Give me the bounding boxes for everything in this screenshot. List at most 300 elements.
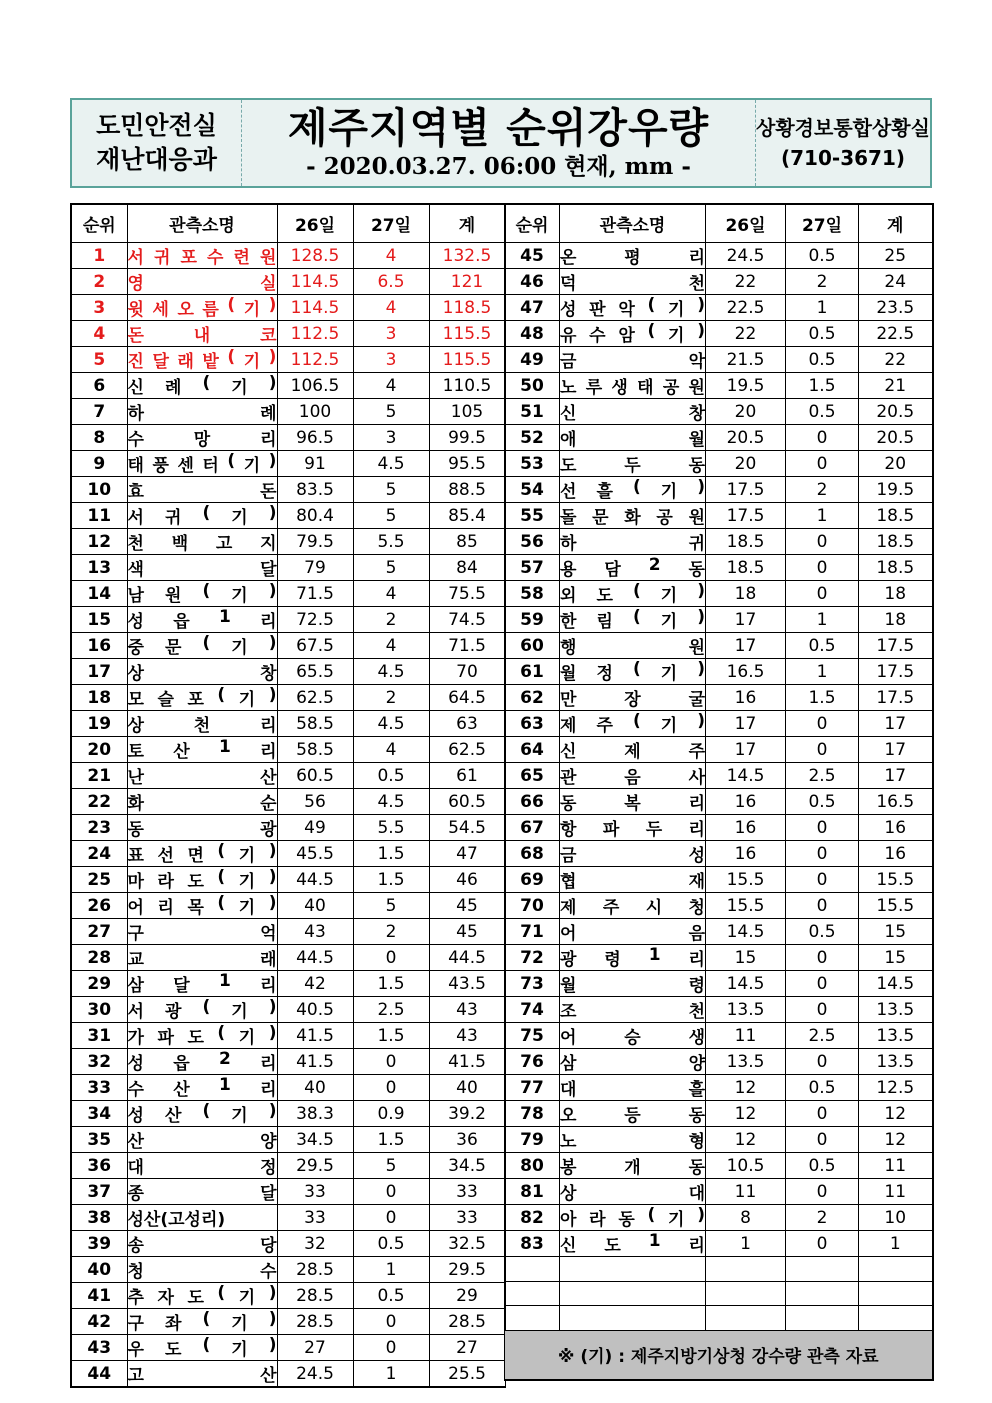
total-cell: 40 xyxy=(429,1075,505,1101)
total-cell: 15.5 xyxy=(859,893,933,919)
station-cell xyxy=(127,347,277,373)
table-row xyxy=(71,1023,505,1049)
rank-cell: 77 xyxy=(505,1075,560,1101)
table-row xyxy=(71,321,505,347)
total-cell: 43.5 xyxy=(429,971,505,997)
day27-cell: 1 xyxy=(353,1361,429,1388)
col-day26: 26일 xyxy=(706,204,786,243)
station-name: 노 루 생 태 공 원 xyxy=(560,378,705,398)
day27-cell: 1.5 xyxy=(353,971,429,997)
station-name: 성 읍 2 리 xyxy=(127,1049,277,1074)
rank-cell: 54 xyxy=(505,477,560,503)
station-cell xyxy=(560,269,706,295)
day27-cell: 0 xyxy=(786,581,859,607)
day27-cell: 0 xyxy=(786,529,859,555)
day26-cell: 40 xyxy=(277,893,353,919)
day26-cell: 27 xyxy=(277,1335,353,1361)
table-row xyxy=(505,373,933,399)
station-cell xyxy=(560,295,706,321)
table-row xyxy=(505,893,933,919)
col-total: 계 xyxy=(859,204,933,243)
station-cell xyxy=(127,1361,277,1388)
table-row xyxy=(71,1361,505,1388)
day27-cell: 0 xyxy=(786,555,859,581)
station-cell xyxy=(127,789,277,815)
table-row xyxy=(71,1179,505,1205)
rank-cell: 62 xyxy=(505,685,560,711)
total-cell: 85 xyxy=(429,529,505,555)
total-cell: 11 xyxy=(859,1153,933,1179)
table-row xyxy=(71,685,505,711)
total-cell: 36 xyxy=(429,1127,505,1153)
station-cell xyxy=(127,1205,277,1231)
day26-cell: 12 xyxy=(706,1127,786,1153)
table-row xyxy=(71,893,505,919)
total-cell: 17 xyxy=(859,737,933,763)
table-row xyxy=(505,1075,933,1101)
rank-cell: 57 xyxy=(505,555,560,581)
rank-cell: 26 xyxy=(71,893,127,919)
col-rank: 순위 xyxy=(505,204,560,243)
table-row xyxy=(71,243,505,269)
table-row xyxy=(71,581,505,607)
rank-cell: 70 xyxy=(505,893,560,919)
rank-cell: 49 xyxy=(505,347,560,373)
rank-cell: 10 xyxy=(71,477,127,503)
station-cell xyxy=(560,1179,706,1205)
station-name: 청 수 xyxy=(127,1262,277,1282)
col-day27: 27일 xyxy=(353,204,429,243)
table-row xyxy=(71,1049,505,1075)
day26-cell: 114.5 xyxy=(277,295,353,321)
rank-cell: 65 xyxy=(505,763,560,789)
day27-cell: 0 xyxy=(786,1101,859,1127)
station-name: 영 실 xyxy=(127,274,277,294)
day27-cell: 1.5 xyxy=(353,867,429,893)
station-cell xyxy=(127,1231,277,1257)
empty-row xyxy=(505,1306,933,1331)
station-name: 신 례 ( 기 ) xyxy=(127,373,277,398)
total-cell: 12 xyxy=(859,1127,933,1153)
day27-cell: 4 xyxy=(353,373,429,399)
station-name: 구 억 xyxy=(127,924,277,944)
rank-cell: 43 xyxy=(71,1335,127,1361)
rank-cell: 51 xyxy=(505,399,560,425)
table-row xyxy=(505,477,933,503)
station-cell xyxy=(560,529,706,555)
empty-row xyxy=(505,1281,933,1306)
station-name: 한 림 ( 기 ) xyxy=(560,607,705,632)
day27-cell: 4 xyxy=(353,243,429,269)
station-name: 태 풍 센 터 ( 기 ) xyxy=(127,451,277,476)
table-row xyxy=(71,711,505,737)
station-cell xyxy=(560,711,706,737)
department-line-1: 도민안전실 xyxy=(96,111,217,140)
station-cell xyxy=(127,737,277,763)
rank-cell: 20 xyxy=(71,737,127,763)
station-cell xyxy=(560,321,706,347)
day26-cell: 83.5 xyxy=(277,477,353,503)
station-cell xyxy=(560,867,706,893)
station-cell xyxy=(127,1283,277,1309)
station-cell xyxy=(127,321,277,347)
day27-cell: 0 xyxy=(786,893,859,919)
office-name: 상황경보통합상황실 xyxy=(756,116,930,140)
table-row xyxy=(71,633,505,659)
table-row xyxy=(505,971,933,997)
rainfall-table-left xyxy=(70,203,506,1388)
rank-cell: 12 xyxy=(71,529,127,555)
total-cell: 22.5 xyxy=(859,321,933,347)
day27-cell: 5 xyxy=(353,1153,429,1179)
station-name: 금 성 xyxy=(560,846,705,866)
day26-cell: 56 xyxy=(277,789,353,815)
day27-cell: 2 xyxy=(353,919,429,945)
day26-cell: 28.5 xyxy=(277,1283,353,1309)
station-name: 교 래 xyxy=(127,950,277,970)
station-cell xyxy=(560,1075,706,1101)
day27-cell: 0 xyxy=(786,1231,859,1257)
day27-cell: 3 xyxy=(353,425,429,451)
day27-cell: 3 xyxy=(353,347,429,373)
station-name: 서 귀 ( 기 ) xyxy=(127,503,277,528)
rank-cell: 7 xyxy=(71,399,127,425)
total-cell: 95.5 xyxy=(429,451,505,477)
day27-cell: 0.5 xyxy=(786,243,859,269)
day27-cell: 0 xyxy=(353,1335,429,1361)
table-row xyxy=(71,477,505,503)
table-row xyxy=(71,1205,505,1231)
table-row xyxy=(71,373,505,399)
day26-cell: 42 xyxy=(277,971,353,997)
day27-cell: 0 xyxy=(353,1309,429,1335)
rank-cell: 64 xyxy=(505,737,560,763)
station-cell xyxy=(560,503,706,529)
total-cell: 24 xyxy=(859,269,933,295)
day27-cell: 0 xyxy=(786,971,859,997)
day27-cell: 0 xyxy=(786,945,859,971)
station-cell xyxy=(127,399,277,425)
station-cell xyxy=(127,971,277,997)
day27-cell: 1.5 xyxy=(353,1127,429,1153)
rank-cell: 42 xyxy=(71,1309,127,1335)
total-cell: 20.5 xyxy=(859,399,933,425)
rank-cell: 67 xyxy=(505,815,560,841)
station-cell xyxy=(560,945,706,971)
office-phone: (710-3671) xyxy=(781,146,905,170)
station-name: 대 정 xyxy=(127,1158,277,1178)
station-cell xyxy=(127,1127,277,1153)
station-name: 어 승 생 xyxy=(560,1028,705,1048)
col-day27: 27일 xyxy=(786,204,859,243)
station-name: 표 선 면 ( 기 ) xyxy=(127,841,277,866)
station-cell xyxy=(127,1049,277,1075)
day26-cell: 44.5 xyxy=(277,945,353,971)
empty-cell xyxy=(505,1281,560,1306)
empty-cell xyxy=(859,1306,933,1331)
day27-cell: 0 xyxy=(353,1179,429,1205)
station-name: 송 당 xyxy=(127,1236,277,1256)
rank-cell: 38 xyxy=(71,1205,127,1231)
station-name: 동 복 리 xyxy=(560,794,705,814)
report-subtitle: - 2020.03.27. 06:00 현재, mm - xyxy=(306,153,691,180)
day26-cell: 12 xyxy=(706,1101,786,1127)
station-cell xyxy=(560,1101,706,1127)
station-name: 윗 세 오 름 ( 기 ) xyxy=(127,295,277,320)
station-name: 수 산 1 리 xyxy=(127,1075,277,1100)
rank-cell: 72 xyxy=(505,945,560,971)
table-row xyxy=(505,815,933,841)
day27-cell: 0 xyxy=(786,425,859,451)
total-cell: 13.5 xyxy=(859,1049,933,1075)
total-cell: 85.4 xyxy=(429,503,505,529)
rank-cell: 6 xyxy=(71,373,127,399)
total-cell: 62.5 xyxy=(429,737,505,763)
day26-cell: 16 xyxy=(706,685,786,711)
table-row xyxy=(505,1049,933,1075)
rank-cell: 34 xyxy=(71,1101,127,1127)
rank-cell: 37 xyxy=(71,1179,127,1205)
station-name: 돈 내 코 xyxy=(127,326,277,346)
total-cell: 28.5 xyxy=(429,1309,505,1335)
day26-cell: 14.5 xyxy=(706,763,786,789)
station-cell xyxy=(127,529,277,555)
empty-cell xyxy=(859,1257,933,1282)
table-row xyxy=(505,347,933,373)
empty-cell xyxy=(505,1306,560,1331)
day27-cell: 0.5 xyxy=(786,347,859,373)
station-name: 모 슬 포 ( 기 ) xyxy=(127,685,277,710)
station-name: 고 산 xyxy=(127,1366,277,1386)
station-name: 성 판 악 ( 기 ) xyxy=(560,295,705,320)
station-cell xyxy=(127,269,277,295)
table-row xyxy=(71,789,505,815)
rank-cell: 76 xyxy=(505,1049,560,1075)
day27-cell: 0 xyxy=(786,1049,859,1075)
total-cell: 71.5 xyxy=(429,633,505,659)
station-name: 상 창 xyxy=(127,664,277,684)
total-cell: 23.5 xyxy=(859,295,933,321)
station-name: 성산(고성리) xyxy=(127,1210,226,1230)
empty-cell xyxy=(786,1257,859,1282)
rank-cell: 55 xyxy=(505,503,560,529)
day26-cell: 14.5 xyxy=(706,919,786,945)
station-cell xyxy=(127,1153,277,1179)
day26-cell: 34.5 xyxy=(277,1127,353,1153)
total-cell: 41.5 xyxy=(429,1049,505,1075)
station-cell xyxy=(127,997,277,1023)
rank-cell: 4 xyxy=(71,321,127,347)
day27-cell: 0.9 xyxy=(353,1101,429,1127)
table-row xyxy=(71,1283,505,1309)
day27-cell: 1 xyxy=(786,607,859,633)
table-row xyxy=(71,1101,505,1127)
day26-cell: 33 xyxy=(277,1179,353,1205)
day26-cell: 20 xyxy=(706,399,786,425)
rank-cell: 1 xyxy=(71,243,127,269)
table-row xyxy=(71,295,505,321)
rank-cell: 13 xyxy=(71,555,127,581)
total-cell: 61 xyxy=(429,763,505,789)
table-row xyxy=(505,919,933,945)
total-cell: 27 xyxy=(429,1335,505,1361)
station-name: 삼 달 1 리 xyxy=(127,971,277,996)
day26-cell: 17 xyxy=(706,607,786,633)
station-cell xyxy=(127,451,277,477)
day27-cell: 0.5 xyxy=(786,399,859,425)
rank-cell: 46 xyxy=(505,269,560,295)
table-row xyxy=(505,269,933,295)
total-cell: 33 xyxy=(429,1205,505,1231)
total-cell: 29.5 xyxy=(429,1257,505,1283)
table-row xyxy=(505,581,933,607)
day27-cell: 4.5 xyxy=(353,789,429,815)
total-cell: 121 xyxy=(429,269,505,295)
report-header xyxy=(70,98,932,188)
day26-cell: 19.5 xyxy=(706,373,786,399)
day26-cell: 100 xyxy=(277,399,353,425)
total-cell: 15.5 xyxy=(859,867,933,893)
rank-cell: 3 xyxy=(71,295,127,321)
day27-cell: 0.5 xyxy=(353,763,429,789)
station-cell xyxy=(127,1101,277,1127)
station-name: 봉 개 동 xyxy=(560,1158,705,1178)
station-cell xyxy=(560,633,706,659)
table-row xyxy=(71,1075,505,1101)
rank-cell: 50 xyxy=(505,373,560,399)
day26-cell: 18 xyxy=(706,581,786,607)
rank-cell: 41 xyxy=(71,1283,127,1309)
table-row xyxy=(71,529,505,555)
day26-cell: 28.5 xyxy=(277,1257,353,1283)
day27-cell: 2.5 xyxy=(786,763,859,789)
department-line-2: 재난대응과 xyxy=(96,145,217,174)
day26-cell: 15.5 xyxy=(706,893,786,919)
table-row xyxy=(505,1153,933,1179)
rank-cell: 28 xyxy=(71,945,127,971)
table-row xyxy=(505,685,933,711)
day27-cell: 1.5 xyxy=(353,841,429,867)
station-cell xyxy=(127,555,277,581)
day26-cell: 112.5 xyxy=(277,347,353,373)
rank-cell: 8 xyxy=(71,425,127,451)
table-row xyxy=(505,945,933,971)
station-cell xyxy=(560,997,706,1023)
rainfall-table-right xyxy=(504,203,934,1381)
day27-cell: 5 xyxy=(353,503,429,529)
station-name: 남 원 ( 기 ) xyxy=(127,581,277,606)
total-cell: 132.5 xyxy=(429,243,505,269)
table-row xyxy=(505,607,933,633)
day27-cell: 6.5 xyxy=(353,269,429,295)
day26-cell: 80.4 xyxy=(277,503,353,529)
table-row xyxy=(71,1257,505,1283)
table-row xyxy=(71,945,505,971)
station-name: 제 주 시 청 xyxy=(560,898,705,918)
rank-cell: 22 xyxy=(71,789,127,815)
day27-cell: 2 xyxy=(786,477,859,503)
total-cell: 10 xyxy=(859,1205,933,1231)
station-cell xyxy=(560,399,706,425)
total-cell: 32.5 xyxy=(429,1231,505,1257)
rank-cell: 52 xyxy=(505,425,560,451)
rank-cell: 59 xyxy=(505,607,560,633)
station-name: 우 도 ( 기 ) xyxy=(127,1335,277,1360)
total-cell: 17 xyxy=(859,763,933,789)
day27-cell: 0 xyxy=(353,1049,429,1075)
day27-cell: 4 xyxy=(353,633,429,659)
empty-cell xyxy=(859,1281,933,1306)
day26-cell: 114.5 xyxy=(277,269,353,295)
day27-cell: 0 xyxy=(786,1179,859,1205)
rank-cell: 15 xyxy=(71,607,127,633)
station-cell xyxy=(127,945,277,971)
rank-cell: 44 xyxy=(71,1361,127,1388)
station-name: 동 광 xyxy=(127,820,277,840)
station-cell xyxy=(127,1335,277,1361)
day26-cell: 106.5 xyxy=(277,373,353,399)
station-name: 제 주 ( 기 ) xyxy=(560,711,705,736)
day27-cell: 0.5 xyxy=(786,1075,859,1101)
rank-cell: 14 xyxy=(71,581,127,607)
station-name: 월 령 xyxy=(560,976,705,996)
table-row xyxy=(71,841,505,867)
station-name: 행 원 xyxy=(560,638,705,658)
day26-cell: 28.5 xyxy=(277,1309,353,1335)
table-row xyxy=(71,1231,505,1257)
table-row xyxy=(71,971,505,997)
station-cell xyxy=(127,243,277,269)
table-header-row xyxy=(505,204,933,243)
total-cell: 44.5 xyxy=(429,945,505,971)
table-row xyxy=(505,737,933,763)
total-cell: 43 xyxy=(429,1023,505,1049)
day26-cell: 16 xyxy=(706,841,786,867)
rank-cell: 31 xyxy=(71,1023,127,1049)
station-cell xyxy=(560,815,706,841)
day27-cell: 0.5 xyxy=(786,919,859,945)
rank-cell: 82 xyxy=(505,1205,560,1231)
station-name: 노 형 xyxy=(560,1132,705,1152)
total-cell: 63 xyxy=(429,711,505,737)
rank-cell: 36 xyxy=(71,1153,127,1179)
rank-cell: 23 xyxy=(71,815,127,841)
table-row xyxy=(71,1335,505,1361)
table-row xyxy=(505,1101,933,1127)
day26-cell: 22 xyxy=(706,321,786,347)
day26-cell: 71.5 xyxy=(277,581,353,607)
table-row xyxy=(505,321,933,347)
day27-cell: 0 xyxy=(353,1205,429,1231)
station-name: 삼 양 xyxy=(560,1054,705,1074)
table-row xyxy=(505,1205,933,1231)
rank-cell: 16 xyxy=(71,633,127,659)
rank-cell: 21 xyxy=(71,763,127,789)
day26-cell: 128.5 xyxy=(277,243,353,269)
rank-cell: 29 xyxy=(71,971,127,997)
total-cell: 14.5 xyxy=(859,971,933,997)
day27-cell: 1 xyxy=(786,503,859,529)
empty-cell xyxy=(560,1257,706,1282)
day26-cell: 11 xyxy=(706,1023,786,1049)
empty-cell xyxy=(560,1306,706,1331)
day27-cell: 4 xyxy=(353,737,429,763)
station-name: 유 수 암 ( 기 ) xyxy=(560,321,705,346)
station-cell xyxy=(560,737,706,763)
station-cell xyxy=(560,1231,706,1257)
rank-cell: 66 xyxy=(505,789,560,815)
station-cell xyxy=(127,1179,277,1205)
